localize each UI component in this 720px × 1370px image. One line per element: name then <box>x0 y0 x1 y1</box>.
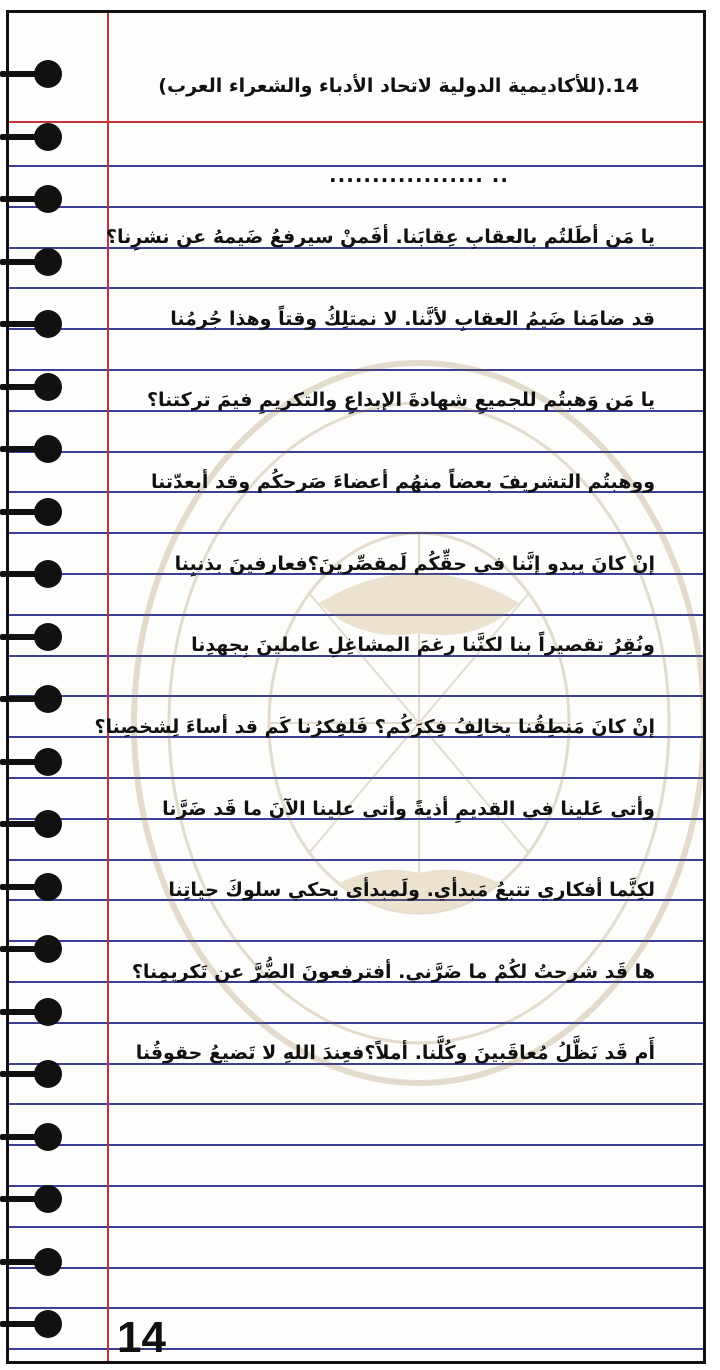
poem-line: يا مَن وَهبتُم للجميعِ شهادةَ الإبداعِ والتكريمِ فيمَ تركتنا؟ <box>147 389 655 411</box>
ring-hole <box>34 873 62 901</box>
ruled-line <box>9 1103 703 1105</box>
ruled-line <box>9 206 703 208</box>
ring-hole <box>34 1185 62 1213</box>
poem-line: قد ضامَنا ضَيمُ العقابِ لأنَّنا. لا نمتلِكُ وقتاً وهذا جُرمُنا <box>170 308 655 330</box>
poem-line: ها قَد شرحتُ لكُمْ ما ضَرَّني. أفترفعونَ الضُّرَّ عن تَكريمِنا؟ <box>131 961 655 983</box>
ring-hole <box>34 310 62 338</box>
ruled-line <box>9 1267 703 1269</box>
binder-ring <box>0 1310 60 1338</box>
ring-hole <box>34 185 62 213</box>
binder-ring <box>0 873 60 901</box>
binder-ring <box>0 123 60 151</box>
ruled-line <box>9 1307 703 1309</box>
ring-hole <box>34 60 62 88</box>
ring-hole <box>34 1123 62 1151</box>
ring-hole <box>34 435 62 463</box>
ring-hole <box>34 498 62 526</box>
ring-hole <box>34 1310 62 1338</box>
binder-ring <box>0 1185 60 1213</box>
ring-hole <box>34 935 62 963</box>
ring-hole <box>34 1248 62 1276</box>
page-frame <box>6 10 706 1364</box>
binder-ring <box>0 373 60 401</box>
ring-hole <box>34 248 62 276</box>
ruled-line <box>9 1144 703 1146</box>
ring-hole <box>34 685 62 713</box>
binder-ring <box>0 1060 60 1088</box>
binder-ring <box>0 623 60 651</box>
ruled-line <box>9 1226 703 1228</box>
binder-ring <box>0 998 60 1026</box>
poem-line: أَم قَد نَظَّلُ مُعاقَبينَ وكُلَّنا. أملاً؟فعِندَ اللهِ لا تَضيعُ حقوقُنا <box>135 1042 655 1064</box>
poem-line: إنْ كانَ مَنطِقُنا يخالِفُ فِكرَكُم؟ فَلفِكرُنا كَم قد أساءَ لِشخصِنا؟ <box>94 716 655 738</box>
page-title: 14.(للأكاديمية الدولية لاتحاد الأدباء والشعراء العرب) <box>158 75 639 97</box>
binder-ring <box>0 560 60 588</box>
binder-ring <box>0 435 60 463</box>
poem-line: وأتى عَلينا في القديمِ أذيةً وأتى علينا الآنَ ما قَد ضَرَّنا <box>162 798 655 820</box>
binder-ring <box>0 60 60 88</box>
ring-hole <box>34 373 62 401</box>
ring-hole <box>34 1060 62 1088</box>
binder-ring <box>0 248 60 276</box>
ring-hole <box>34 123 62 151</box>
ring-hole <box>34 810 62 838</box>
binder-ring <box>0 685 60 713</box>
ring-hole <box>34 998 62 1026</box>
poem-line: ووهبتُم التشريفَ بعضاً منهُم أعضاءَ صَرحكُم وقد أبعدّتنا <box>151 471 655 493</box>
separator-dots: .................. .. <box>329 163 509 187</box>
ring-hole <box>34 560 62 588</box>
ruled-line <box>9 1348 703 1350</box>
ruled-line <box>9 1185 703 1187</box>
binder-ring <box>0 310 60 338</box>
ruled-line <box>9 287 703 289</box>
binder-ring <box>0 1248 60 1276</box>
margin-line <box>107 13 109 1361</box>
poem-line: إنْ كانَ يبدو إنَّنا في حقِّكُم لَمقصِّرينَ؟فعارفينَ بذنبِنا <box>174 553 655 575</box>
poem-line: لكِنَّما أفكاري تتبعُ مَبدأي. ولَمبدأي يحكي سلوكَ حياتِنا <box>168 879 655 901</box>
binder-ring <box>0 1123 60 1151</box>
binder-ring <box>0 810 60 838</box>
poem-line: ونُقِرُ تقصيراً بنا لكنَّنا رغمَ المشاغِلِ عاملينَ بِجهدِنا <box>191 634 655 656</box>
binder-ring <box>0 935 60 963</box>
poem-line: يا مَن أطَلتُم بالعقابِ عِقابَنا. أفَمنْ سيرفعُ ضَيمهُ عن نشرِنا؟ <box>105 226 655 248</box>
page-number: 14 <box>117 1313 166 1362</box>
binder-ring <box>0 185 60 213</box>
ring-hole <box>34 623 62 651</box>
header-rule <box>9 121 703 123</box>
ring-hole <box>34 748 62 776</box>
binder-ring <box>0 498 60 526</box>
binder-ring <box>0 748 60 776</box>
